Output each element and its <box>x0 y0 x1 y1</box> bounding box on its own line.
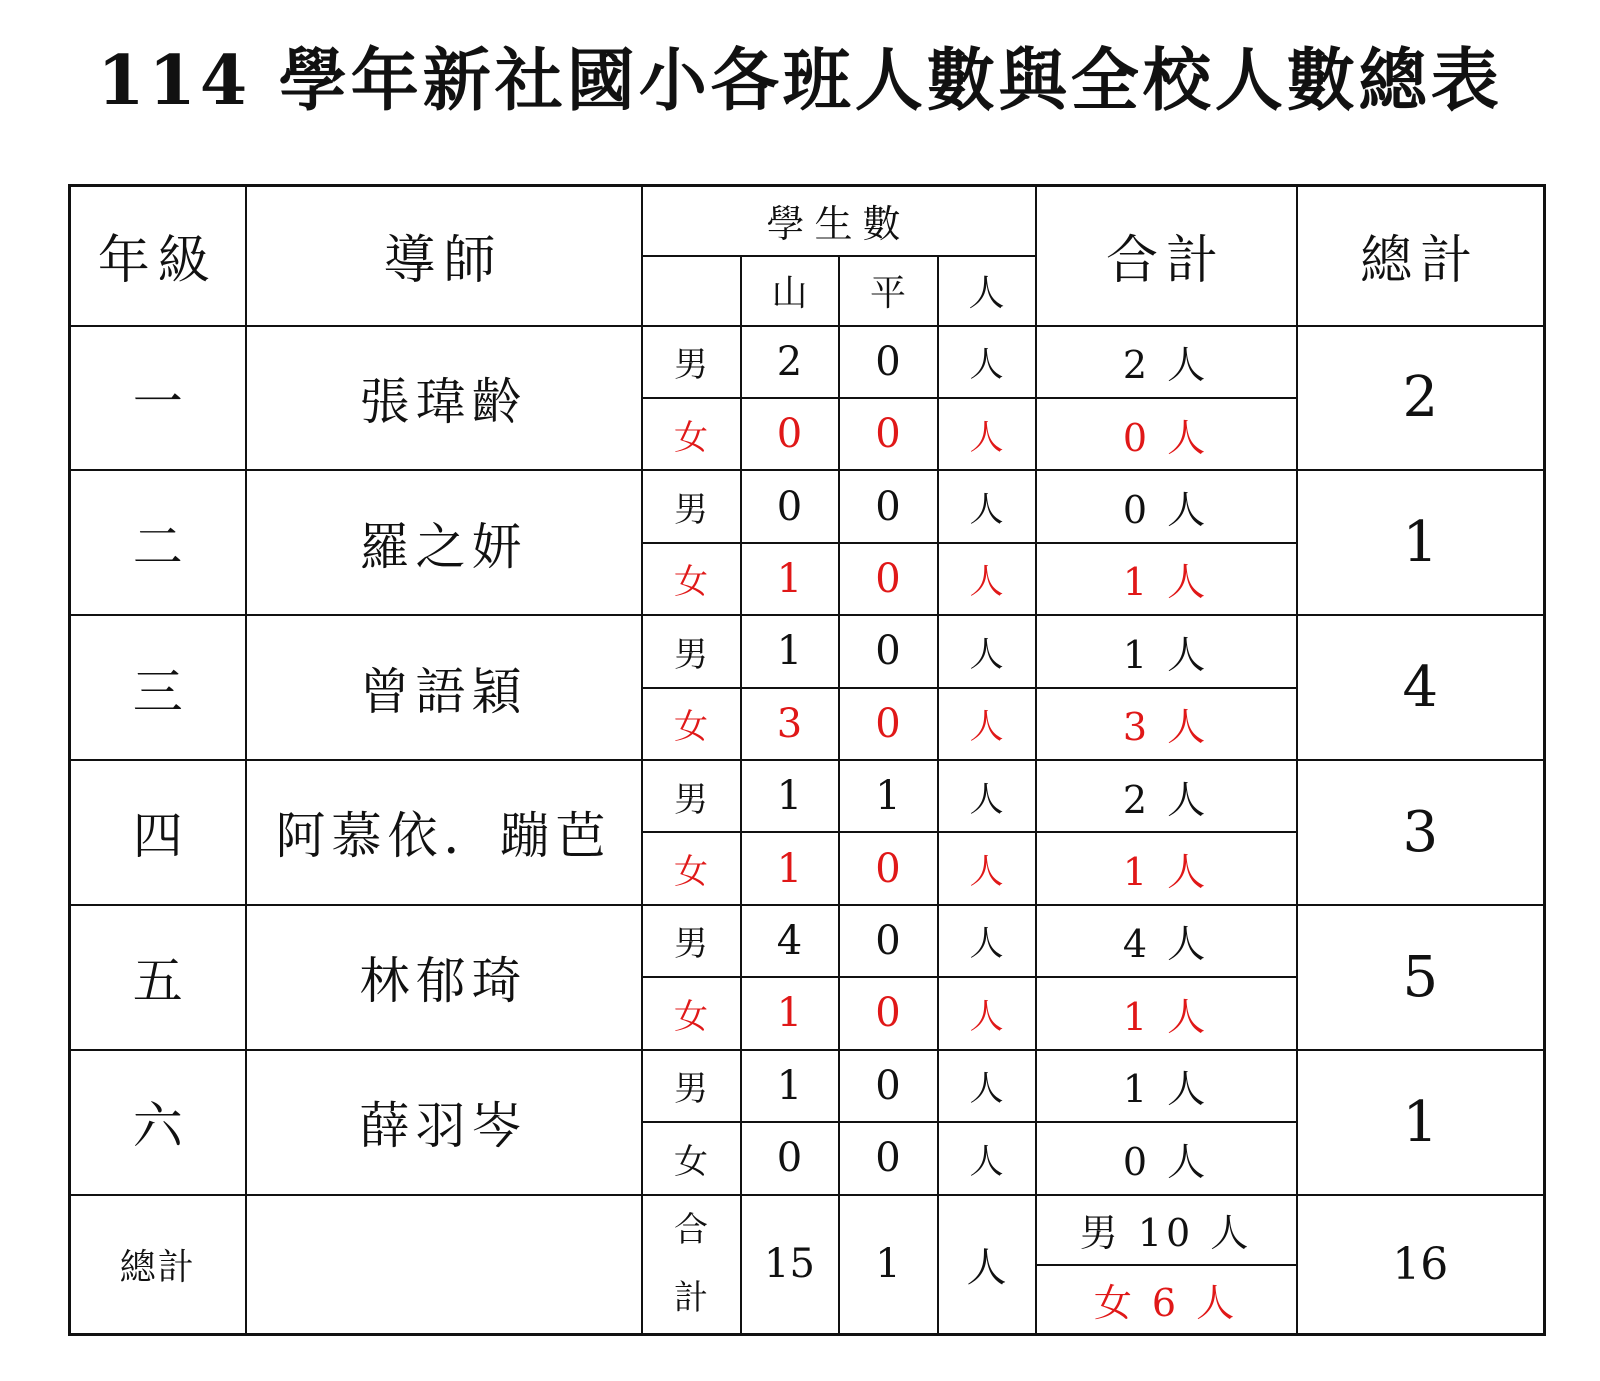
boy-label: 男 <box>642 1050 741 1122</box>
header-row-top <box>70 186 1545 256</box>
teacher-cell: 羅之妍 <box>246 470 642 615</box>
girl-label: 女 <box>642 543 741 615</box>
grade-cell: 三 <box>70 615 246 760</box>
footer-mountain: 15 <box>741 1195 839 1335</box>
girl-plain: 0 <box>839 832 938 904</box>
header-plain: 平 <box>839 256 938 326</box>
girl-sum: 1 人 <box>1036 977 1297 1049</box>
girl-mountain: 1 <box>741 543 839 615</box>
boy-mountain: 4 <box>741 905 839 977</box>
boy-plain: 0 <box>839 470 938 542</box>
boy-unit: 人 <box>938 326 1036 398</box>
table-row <box>70 326 1545 398</box>
boy-plain: 0 <box>839 1050 938 1122</box>
boy-sum: 1 人 <box>1036 1050 1297 1122</box>
boy-label: 男 <box>642 905 741 977</box>
teacher-cell: 阿慕依．蹦芭 <box>246 760 642 905</box>
boy-sum: 2 人 <box>1036 326 1297 398</box>
boy-label: 男 <box>642 470 741 542</box>
grade-cell: 一 <box>70 326 246 471</box>
footer-subtotal-label-text: 合計 <box>674 1210 708 1319</box>
footer-teacher-blank <box>246 1195 642 1335</box>
header-unit: 人 <box>938 256 1036 326</box>
table-row <box>70 470 1545 542</box>
boy-mountain: 1 <box>741 615 839 687</box>
class-enrollment-table <box>68 184 1546 1336</box>
boy-unit: 人 <box>938 470 1036 542</box>
girl-label: 女 <box>642 832 741 904</box>
girl-plain: 0 <box>839 1122 938 1195</box>
grade-total: 1 <box>1297 470 1545 615</box>
boy-sum: 1 人 <box>1036 615 1297 687</box>
header-gender-blank <box>642 256 741 326</box>
boy-sum: 0 人 <box>1036 470 1297 542</box>
footer-girls-sum: 女 6 人 <box>1036 1265 1297 1335</box>
table-row <box>70 905 1545 977</box>
girl-mountain: 0 <box>741 398 839 470</box>
girl-plain: 0 <box>839 543 938 615</box>
boy-unit: 人 <box>938 615 1036 687</box>
girl-sum: 1 人 <box>1036 543 1297 615</box>
boy-unit: 人 <box>938 905 1036 977</box>
table-body <box>70 326 1545 1195</box>
header-subtotal: 合計 <box>1036 186 1297 326</box>
table-row <box>70 615 1545 687</box>
grade-cell: 四 <box>70 760 246 905</box>
header-teacher: 導師 <box>246 186 642 326</box>
girl-sum: 3 人 <box>1036 688 1297 760</box>
girl-label: 女 <box>642 398 741 470</box>
girl-unit: 人 <box>938 398 1036 470</box>
footer-label: 總計 <box>70 1195 246 1335</box>
girl-plain: 0 <box>839 688 938 760</box>
boy-unit: 人 <box>938 760 1036 832</box>
header-mountain: 山 <box>741 256 839 326</box>
header-grade: 年級 <box>70 186 246 326</box>
footer-plain: 1 <box>839 1195 938 1335</box>
girl-mountain: 1 <box>741 832 839 904</box>
footer-unit: 人 <box>938 1195 1036 1335</box>
boy-plain: 0 <box>839 615 938 687</box>
girl-mountain: 3 <box>741 688 839 760</box>
girl-plain: 0 <box>839 977 938 1049</box>
girl-sum: 1 人 <box>1036 832 1297 904</box>
document-title: 114 學年新社國小各班人數與全校人數總表 <box>97 41 1503 121</box>
boy-mountain: 1 <box>741 760 839 832</box>
footer-total: 16 <box>1297 1195 1545 1335</box>
header-total: 總計 <box>1297 186 1545 326</box>
footer-row-top <box>70 1195 1545 1265</box>
teacher-cell: 林郁琦 <box>246 905 642 1050</box>
boy-plain: 0 <box>839 326 938 398</box>
grade-total: 1 <box>1297 1050 1545 1195</box>
footer-subtotal-label <box>642 1195 741 1335</box>
girl-unit: 人 <box>938 977 1036 1049</box>
boy-mountain: 0 <box>741 470 839 542</box>
grade-total: 2 <box>1297 326 1545 471</box>
boy-plain: 0 <box>839 905 938 977</box>
table-row <box>70 760 1545 832</box>
boy-mountain: 1 <box>741 1050 839 1122</box>
teacher-cell: 薛羽岑 <box>246 1050 642 1195</box>
boy-label: 男 <box>642 326 741 398</box>
girl-mountain: 1 <box>741 977 839 1049</box>
grade-cell: 五 <box>70 905 246 1050</box>
grade-total: 5 <box>1297 905 1545 1050</box>
boy-sum: 2 人 <box>1036 760 1297 832</box>
grade-cell: 二 <box>70 470 246 615</box>
girl-mountain: 0 <box>741 1122 839 1195</box>
girl-label: 女 <box>642 688 741 760</box>
girl-unit: 人 <box>938 688 1036 760</box>
teacher-cell: 曾語穎 <box>246 615 642 760</box>
grade-total: 3 <box>1297 760 1545 905</box>
grade-total: 4 <box>1297 615 1545 760</box>
grade-cell: 六 <box>70 1050 246 1195</box>
girl-label: 女 <box>642 977 741 1049</box>
boy-label: 男 <box>642 760 741 832</box>
boy-plain: 1 <box>839 760 938 832</box>
boy-sum: 4 人 <box>1036 905 1297 977</box>
header-students: 學生數 <box>642 186 1036 256</box>
girl-label: 女 <box>642 1122 741 1195</box>
boy-label: 男 <box>642 615 741 687</box>
girl-unit: 人 <box>938 1122 1036 1195</box>
girl-sum: 0 人 <box>1036 398 1297 470</box>
boy-mountain: 2 <box>741 326 839 398</box>
girl-sum: 0 人 <box>1036 1122 1297 1195</box>
girl-unit: 人 <box>938 832 1036 904</box>
table-row <box>70 1050 1545 1122</box>
boy-unit: 人 <box>938 1050 1036 1122</box>
footer-boys-sum: 男 10 人 <box>1036 1195 1297 1265</box>
girl-plain: 0 <box>839 398 938 470</box>
girl-unit: 人 <box>938 543 1036 615</box>
teacher-cell: 張瑋齡 <box>246 326 642 471</box>
